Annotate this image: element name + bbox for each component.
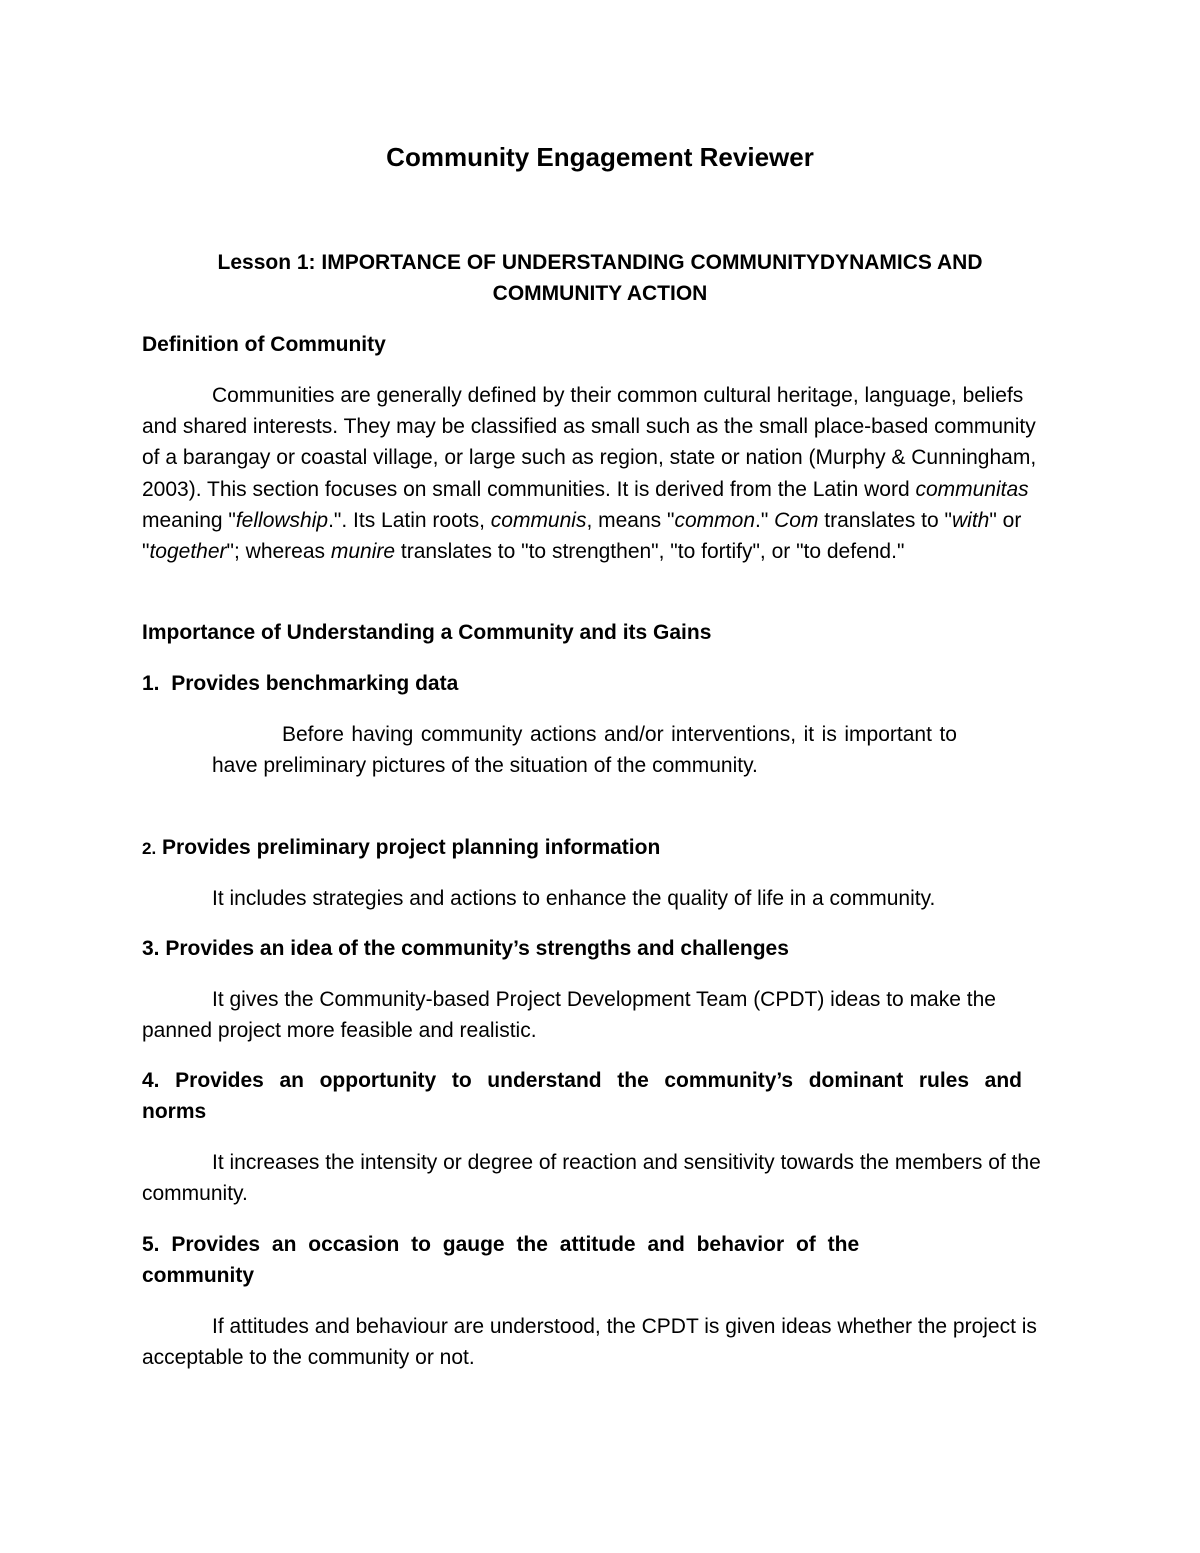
item-3-heading xyxy=(142,933,1062,964)
definition-heading: Definition of Community xyxy=(142,333,386,356)
lesson-title-line2: COMMUNITY ACTION xyxy=(492,282,708,305)
item-4-number: 4. xyxy=(142,1069,160,1092)
item-5-text: If attitudes and behaviour are understood, the CPDT is given ideas whether the project is acceptable to the community or not. xyxy=(142,1315,1037,1370)
item-2-title: Provides preliminary project planning information xyxy=(162,836,661,859)
item-1-number: 1. xyxy=(142,672,160,695)
item-5-number: 5. xyxy=(142,1233,160,1256)
lesson-title-line1: IMPORTANCE OF UNDERSTANDING COMMUNITYDYNAMICS AND xyxy=(321,251,983,274)
item-1-title: Provides benchmarking data xyxy=(171,672,459,695)
lesson-label: Lesson 1: xyxy=(217,251,316,274)
item-1-heading xyxy=(142,668,1062,699)
definition-paragraph: Communities are generally defined by their common cultural heritage, language, beliefs and shared interests. They may be classified as small such as the small place-based community of a barangay or coastal village, or large such as region, state or nation (Murphy & Cunningham, 2003). This section focuses on small communities. It is derived from the Latin word communitas meaning "fellowship.". Its Latin roots, communis, means "common." Com translates to "with" or "together"; whereas munire translates to "to strengthen", "to fortify", or "to defend." xyxy=(142,384,1037,564)
item-4-heading xyxy=(142,1065,1022,1127)
lesson-title xyxy=(140,247,1060,309)
term-communitas: communitas xyxy=(915,477,1029,501)
document-title: Community Engagement Reviewer xyxy=(386,142,814,172)
term-com: Com xyxy=(774,508,819,532)
term-communis: communis xyxy=(490,508,587,532)
item-5-title: Provides an occasion to gauge the attitude and behavior of the community xyxy=(142,1233,860,1287)
term-fellowship: fellowship xyxy=(235,508,329,532)
item-1-text: Before having community actions and/or interventions, it is important to have preliminary pictures of the situation of the community. xyxy=(212,723,957,778)
item-3-number: 3. xyxy=(142,937,160,960)
term-common: common xyxy=(674,508,755,532)
item-3-text: It gives the Community-based Project Development Team (CPDT) ideas to make the panned project more feasible and realistic. xyxy=(142,988,996,1043)
item-2-heading xyxy=(142,832,1062,864)
term-munire: munire xyxy=(330,540,396,564)
term-together: together xyxy=(149,540,227,564)
item-4-title: Provides an opportunity to understand the community’s dominant rules and norms xyxy=(142,1069,1022,1123)
term-with: with xyxy=(952,508,990,532)
item-2-text: It includes strategies and actions to enhance the quality of life in a community. xyxy=(212,887,936,910)
item-3-title: Provides an idea of the community’s strengths and challenges xyxy=(165,937,789,960)
item-2-number: 2. xyxy=(142,839,157,858)
importance-heading: Importance of Understanding a Community and its Gains xyxy=(142,621,712,644)
item-4-text: It increases the intensity or degree of reaction and sensitivity towards the members of the community. xyxy=(142,1151,1041,1206)
item-5-heading xyxy=(142,1229,942,1291)
